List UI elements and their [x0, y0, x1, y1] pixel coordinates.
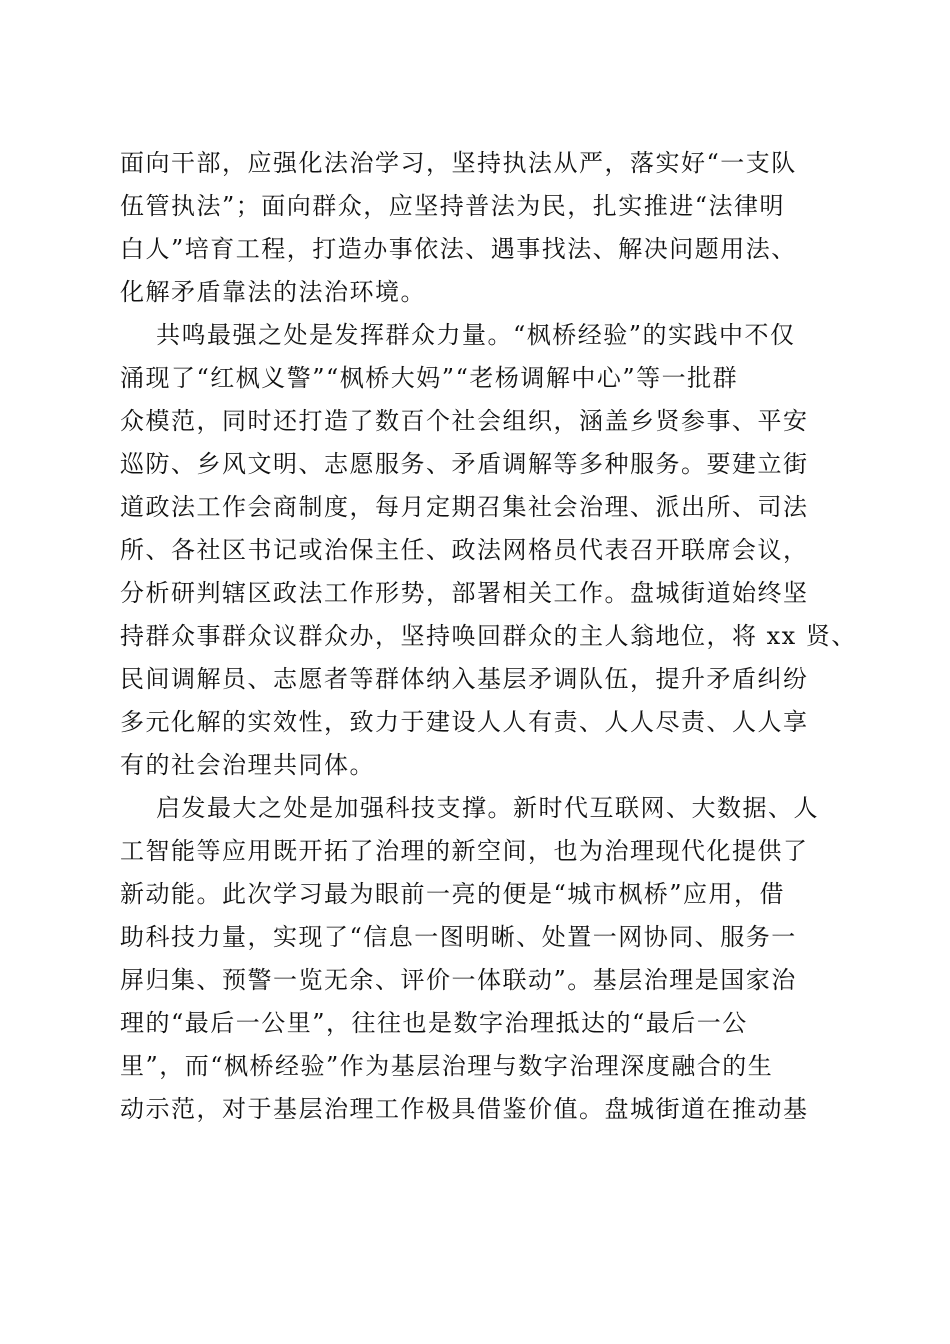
text-line: 众模范，同时还打造了数百个社会组织，涵盖乡贤参事、平安: [120, 407, 809, 435]
paragraph-2: [120, 314, 857, 787]
document-body: [120, 142, 857, 1131]
text-line: 所、各社区书记或治保主任、政法网格员代表召开联席会议，: [120, 536, 809, 564]
text-line: 民间调解员、志愿者等群体纳入基层矛调队伍，提升矛盾纠纷: [120, 665, 809, 693]
text-line: 巡防、乡风文明、志愿服务、矛盾调解等多种服务。要建立街: [120, 450, 809, 478]
text-line: 化解矛盾靠法的法治环境。: [120, 278, 426, 306]
text-line: 启发最大之处是加强科技支撑。新时代互联网、大数据、人: [156, 794, 819, 822]
text-line: 涌现了“红枫义警”“枫桥大妈”“老杨调解中心”等一批群: [120, 364, 739, 392]
text-line: 持群众事群众议群众办，坚持唤回群众的主人翁地位，将 xx 贤、: [120, 622, 857, 650]
text-line: 屏归集、预警一览无余、评价一体联动”。基层治理是国家治: [120, 966, 797, 994]
text-line: 新动能。此次学习最为眼前一亮的便是“城市枫桥”应用，借: [120, 880, 786, 908]
text-line: 面向干部，应强化法治学习，坚持执法从严，落实好“一支队: [120, 149, 797, 177]
text-line: 分析研判辖区政法工作形势，部署相关工作。盘城街道始终坚: [120, 579, 809, 607]
text-line: 共鸣最强之处是发挥群众力量。“枫桥经验”的实践中不仅: [156, 321, 796, 349]
text-line: 理的“最后一公里”，往往也是数字治理抵达的“最后一公: [120, 1009, 748, 1037]
text-line: 有的社会治理共同体。: [120, 751, 375, 779]
text-line: 助科技力量，实现了“信息一图明晰、处置一网协同、服务一: [120, 923, 797, 951]
text-line: 道政法工作会商制度，每月定期召集社会治理、派出所、司法: [120, 493, 809, 521]
text-line: 多元化解的实效性，致力于建设人人有责、人人尽责、人人享: [120, 708, 809, 736]
paragraph-3: [120, 787, 830, 1131]
text-line: 里”，而“枫桥经验”作为基层治理与数字治理深度融合的生: [120, 1052, 774, 1080]
text-line: 伍管执法”；面向群众，应坚持普法为民，扎实推进“法律明: [120, 192, 786, 220]
text-line: 工智能等应用既开拓了治理的新空间，也为治理现代化提供了: [120, 837, 809, 865]
paragraph-1: [120, 142, 830, 314]
text-line: 动示范，对于基层治理工作极具借鉴价值。盘城街道在推动基: [120, 1095, 809, 1123]
text-line: 白人”培育工程，打造办事依法、遇事找法、解决问题用法、: [120, 235, 797, 263]
